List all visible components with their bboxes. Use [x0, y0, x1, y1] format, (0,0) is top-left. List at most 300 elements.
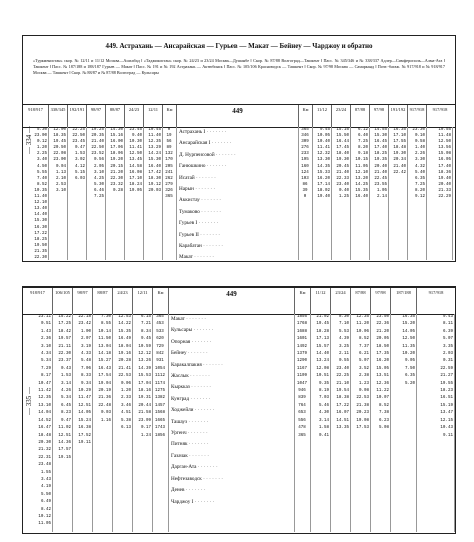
table-title: 449 [177, 105, 299, 127]
table-cell: 22.25 [72, 128, 85, 132]
time-column [23, 314, 53, 532]
table-cell: 653 [298, 411, 306, 416]
time-column [391, 314, 417, 532]
table-cell: 4.32 [414, 164, 425, 169]
table-cell: 8.19 [318, 389, 329, 394]
table-cell: 12.35 [356, 315, 369, 319]
table-cell: 11.05 [355, 164, 368, 169]
station-name: Чарджоу I · · · · · · · [171, 498, 215, 505]
col-header: 88/87 [106, 105, 125, 127]
table-cell: 19 [166, 134, 172, 139]
station-name: Ганюшкино · · · · · · · [179, 163, 227, 170]
table-cell: 12.51 [58, 433, 71, 438]
table-cell: 22.36 [376, 322, 389, 327]
table-cell: 15.08 [438, 152, 451, 157]
station-name: Исатай · · · · · · · [179, 174, 216, 181]
station-name: Тумаково · · · · · · · [179, 208, 222, 215]
table-cell: 12.50 [402, 337, 415, 342]
table-cell: 5.30 [93, 182, 104, 187]
table-cell: 16.35 [393, 128, 406, 132]
table-cell: 1.53 [74, 152, 85, 157]
table-cell: 22.30 [58, 352, 71, 357]
table-cell: 15.50 [336, 134, 349, 139]
table-cell: 14.40 [34, 213, 47, 218]
table-cell: 4.25 [93, 176, 104, 181]
table-cell: 15.35 [355, 188, 368, 193]
table-cell: 1167 [296, 366, 308, 371]
station-name: Ходжейли · · · · · · · [171, 407, 215, 414]
table-cell: 22.42 [393, 170, 406, 175]
table-cell: 16.40 [355, 195, 368, 200]
table-cell: 10.20 [402, 352, 415, 357]
table-cell: 10.59 [138, 344, 151, 349]
table-cell: 21.20 [110, 170, 123, 175]
station-name: Гурьев II · · · · · · · [179, 231, 221, 238]
table-cell: 20.45 [336, 164, 349, 169]
station-name: Аккистау · · · · · · · [179, 197, 221, 204]
table-cell: 21.02 [316, 315, 329, 319]
table-cell: 19.54 [336, 389, 349, 394]
table-cell: 11.40 [148, 134, 161, 139]
table-cell: 1568 [154, 411, 166, 416]
table-cell: 14.35 [317, 164, 330, 169]
table-cell: 23.37 [58, 359, 71, 364]
table-cell: 86 [302, 182, 308, 187]
time-column [87, 127, 106, 260]
table-cell: 19.57 [58, 337, 71, 342]
table-cell: 241 [165, 170, 173, 175]
table-cell: 16.20 [317, 176, 330, 181]
table-cell: 19.50 [34, 243, 47, 248]
table-cell: 1457 [154, 403, 166, 408]
table-cell: 13.24 [316, 359, 329, 364]
table-cell: 1.40 [414, 146, 425, 151]
table-cell: 11.22 [376, 389, 389, 394]
table-cell: 22.30 [110, 176, 123, 181]
table-cell: 5.08 [378, 426, 389, 431]
table-cell: 7.25 [357, 140, 368, 145]
table-cell: 15.05 [376, 366, 389, 371]
table-cell: 12.35 [148, 140, 161, 145]
table-cell: 195 [301, 158, 309, 163]
table-cell: 16.43 [98, 366, 111, 371]
table-cell: 23.55 [374, 182, 387, 187]
table-cell: 11.42 [38, 389, 51, 394]
table-cell: 124 [301, 170, 309, 175]
table-cell: 12.50 [129, 152, 142, 157]
table-cell: 23.45 [129, 128, 142, 132]
table-header [23, 287, 455, 315]
table-cell: 2.05 [93, 164, 104, 169]
table-cell: 17.35 [376, 352, 389, 357]
station-name: Опорная · · · · · · · [171, 338, 212, 345]
station-name: Кунград · · · · · · · [171, 395, 211, 402]
table-cell: 18.04 [118, 344, 131, 349]
table-cell: 10.12 [38, 514, 51, 519]
table-cell: 1.20 [36, 146, 47, 151]
table-cell: 4.12 [74, 164, 85, 169]
table-cell: 1665 [154, 418, 166, 423]
table-cell: 7.30 [100, 315, 111, 319]
col-header: 11/12 [313, 105, 332, 127]
table-cell: 10.06 [356, 329, 369, 334]
table-cell: 14.05 [402, 329, 415, 334]
table-cell: 18.24 [129, 182, 142, 187]
table-cell: 1047 [296, 381, 308, 386]
table-cell: 13.45 [129, 158, 142, 163]
table-cell: 12.08 [316, 366, 329, 371]
table-cell: 18.30 [148, 176, 161, 181]
table-cell: 13.35 [336, 426, 349, 431]
table-cell: 15.35 [118, 329, 131, 334]
table-cell: 0.31 [442, 359, 453, 364]
table-cell: 14.51 [336, 418, 349, 423]
table-cell: 21.10 [336, 381, 349, 386]
table-cell: 12.10 [34, 201, 47, 206]
table-cell: 20.03 [148, 188, 161, 193]
table-cell: 12.36 [376, 381, 389, 386]
table-cell: 9.12 [414, 195, 425, 200]
table-cell: 4.19 [40, 485, 51, 490]
table-cell: 17.42 [148, 170, 161, 175]
col-header: 97/98 [371, 288, 391, 314]
table-cell: 23.40 [336, 182, 349, 187]
table-cell: 12.50 [438, 140, 451, 145]
station-name: Ургенч · · · · · · · [171, 430, 208, 437]
col-header: Км [299, 105, 313, 127]
table-cell: 8.20 [414, 188, 425, 193]
table-cell: 6.45 [60, 403, 71, 408]
table-cell: 11.05 [38, 522, 51, 527]
table-cell: 17.10 [129, 176, 142, 181]
table-cell: 5.53 [338, 329, 349, 334]
table-cell: 3.10 [93, 170, 104, 175]
table-cell: 10.55 [438, 128, 451, 132]
table-cell: 6.35 [414, 176, 425, 181]
table-cell: 8.55 [100, 322, 111, 327]
station-name: Жаслык · · · · · · · [171, 373, 210, 380]
col-header: 918/917 [23, 105, 49, 127]
col-header: 98/97 [87, 105, 106, 127]
table-cell: 1290 [296, 359, 308, 364]
table-cell: 8.52 [36, 182, 47, 187]
table-cell: 1174 [154, 381, 166, 386]
table-cell: 8.34 [140, 329, 151, 334]
table-cell: 0.06 [120, 381, 131, 386]
col-header: 917/918 [408, 105, 427, 127]
table-cell: 14.55 [374, 128, 387, 132]
table-cell: 11.20 [356, 322, 369, 327]
table-cell: 132 [165, 152, 173, 157]
table-cell: 10.07 [376, 396, 389, 401]
table-cell: 1.43 [40, 329, 51, 334]
table-cell: 22.31 [38, 455, 51, 460]
table-cell: 0 [303, 195, 307, 200]
table-cell: 6.35 [404, 374, 415, 379]
station-name: Денев · · · · · · · [171, 487, 206, 494]
table-cell: 17.54 [98, 374, 111, 379]
table-cell: 453 [156, 322, 164, 327]
table-cell: 3.52 [358, 366, 369, 371]
col-header: 23/24 [332, 105, 351, 127]
table-cell: 3.10 [40, 344, 51, 349]
table-cell: 14.04 [38, 411, 51, 416]
table-cell: 0 [167, 128, 171, 132]
table-cell: 17.14 [317, 182, 330, 187]
table-cell: 8.42 [40, 507, 51, 512]
table-cell: 2.26 [414, 152, 425, 157]
table-cell: 160 [301, 164, 309, 169]
table-cell: 1743 [154, 426, 166, 431]
table-cell: 23.42 [78, 322, 91, 327]
table-cell: 1688 [296, 329, 308, 334]
table-cell: 365 [298, 433, 306, 438]
table-cell: 1856 [296, 315, 308, 319]
table-cell: 16.40 [148, 164, 161, 169]
table-cell: 5.46 [318, 403, 329, 408]
table-cell: 14.36 [58, 440, 71, 445]
table-cell: 17.06 [110, 146, 123, 151]
table-cell: 9.35 [318, 381, 329, 386]
station-name: Гурьев I · · · · · · · [179, 220, 219, 227]
table-cell: 1109 [296, 374, 308, 379]
table-cell: 10.47 [38, 381, 51, 386]
table-cell: 16.38 [78, 426, 91, 431]
time-column [23, 127, 49, 260]
table-cell: 2.07 [80, 337, 91, 342]
col-header: 192/191 [68, 105, 87, 127]
table-cell: 12.12 [138, 352, 151, 357]
table-cell: 19.35 [374, 158, 387, 163]
table-cell: 3.02 [74, 158, 85, 163]
time-column [332, 127, 351, 260]
table-cell: 17.13 [316, 337, 329, 342]
table-cell: 19.30 [336, 158, 349, 163]
station-name: Кульсары · · · · · · · [171, 327, 214, 334]
table-cell: 22.18 [78, 315, 91, 319]
table-cell: 18.48 [393, 146, 406, 151]
table-cell: 4.33 [80, 352, 91, 357]
table-cell: 279 [165, 182, 173, 187]
col-header: 187/188 [391, 288, 417, 314]
table-cell: 0.17 [140, 426, 151, 431]
table-cell: 19.12 [148, 182, 161, 187]
table-cell: 20.15 [110, 164, 123, 169]
table-cell: 19.15 [58, 455, 71, 460]
table-cell: 10.35 [34, 188, 47, 193]
timetable-page-335 [22, 286, 456, 534]
table-cell: 0.03 [100, 411, 111, 416]
table-cell: 11.47 [78, 396, 91, 401]
col-header: 338/345 [49, 105, 68, 127]
table-title: 449 [169, 288, 295, 314]
table-cell: 22.53 [356, 396, 369, 401]
col-header: 88/87 [93, 288, 113, 314]
table-cell: 6.13 [120, 426, 131, 431]
table-cell: 17.40 [438, 164, 451, 169]
table-cell: 0.56 [93, 158, 104, 163]
table-cell: 3.30 [414, 158, 425, 163]
station-name: Карабатан · · · · · · · [179, 243, 223, 250]
table-cell: 15.30 [148, 158, 161, 163]
col-header: 24/23 [125, 105, 144, 127]
table-cell: 4.26 [60, 389, 71, 394]
table-cell: 18.28 [316, 329, 329, 334]
table-cell: 23.09 [138, 418, 151, 423]
table-cell: 19.45 [53, 140, 66, 145]
station-name: Питняк · · · · · · · [171, 441, 209, 448]
table-cell: 15.19 [440, 403, 453, 408]
table-cell: 0.28 [112, 188, 123, 193]
table-cell: 5.34 [40, 359, 51, 364]
col-header: 87/88 [351, 105, 370, 127]
table-cell: 0.47 [74, 146, 85, 151]
table-cell: 21.27 [440, 374, 453, 379]
table-cell: 5.34 [60, 396, 71, 401]
table-cell: 14.39 [138, 366, 151, 371]
table-cell: 9.43 [442, 315, 453, 319]
table-cell: 23.52 [91, 152, 104, 157]
table-cell: 13.04 [98, 344, 111, 349]
table-cell: 11.50 [98, 337, 111, 342]
table-cell: 10.40 [317, 140, 330, 145]
table-cell: 0.41 [318, 433, 329, 438]
table-cell: 13.51 [376, 374, 389, 379]
table-cell: 2.33 [120, 396, 131, 401]
table-cell: 3.14 [60, 381, 71, 386]
table-cell: 17.22 [336, 403, 349, 408]
table-cell: 2.36 [40, 337, 51, 342]
table-cell: 4.50 [36, 164, 47, 169]
table-cell: 3.14 [318, 418, 329, 423]
km-column [153, 314, 169, 532]
table-cell: 21.58 [138, 411, 151, 416]
table-cell: 10.30 [129, 140, 142, 145]
station-name: Каракалпакия · · · · · · · [171, 361, 223, 368]
table-cell: 15.33 [317, 170, 330, 175]
table-cell: 0.58 [414, 140, 425, 145]
table-cell: 22.33 [336, 176, 349, 181]
col-header: 11/12 [311, 288, 331, 314]
time-column [417, 314, 455, 532]
table-cell: 3.40 [36, 158, 47, 163]
table-cell: 12.35 [38, 396, 51, 401]
table-cell: 3.25 [338, 344, 349, 349]
table-cell: 15.30 [34, 219, 47, 224]
table-cell: 4.39 [338, 337, 349, 342]
table-cell: 9.40 [131, 134, 142, 139]
table-cell: 15.24 [78, 418, 91, 423]
table-cell: 21.40 [393, 164, 406, 169]
station-column [169, 314, 295, 532]
col-header: Км [153, 288, 169, 314]
table-cell: 10.14 [98, 329, 111, 334]
table-cell: 19.40 [438, 176, 451, 181]
table-cell: 309 [301, 140, 309, 145]
table-cell: 0.12 [36, 140, 47, 145]
table-cell: 16.07 [336, 411, 349, 416]
table-cell: 262 [165, 176, 173, 181]
table-cell: 11.02 [58, 426, 71, 431]
table-cell: 7.50 [404, 366, 415, 371]
table-cell: 10.43 [440, 426, 453, 431]
table-cell: 16.08 [129, 170, 142, 175]
table-cell: 1112 [154, 374, 166, 379]
table-cell: 20.28 [118, 359, 131, 364]
table-cell: 19.55 [440, 381, 453, 386]
table-cell: 15.20 [402, 322, 415, 327]
table-cell: 7.06 [80, 366, 91, 371]
col-header: Км [163, 105, 177, 127]
table-cell: 17.57 [58, 448, 71, 453]
table-cell: 11.41 [129, 146, 142, 151]
table-cell: 18.36 [438, 170, 451, 175]
table-cell: 16.47 [38, 426, 51, 431]
table-cell: 5.15 [74, 170, 85, 175]
table-cell: 2.38 [358, 374, 369, 379]
table-cell: 13.30 [317, 158, 330, 163]
table-cell: 16.35 [402, 315, 415, 319]
station-name: Ансарайская I · · · · · · · [179, 140, 232, 147]
table-cell: 21.35 [34, 249, 47, 254]
table-cell: 22.50 [72, 134, 85, 139]
table-header [23, 104, 455, 128]
table-cell: 23.45 [72, 140, 85, 145]
table-cell: 365 [156, 315, 164, 319]
table-cell: 17.04 [138, 381, 151, 386]
table-cell: 6.46 [93, 188, 104, 193]
table-cell: 18.23 [440, 389, 453, 394]
table-cell: 365 [165, 195, 173, 200]
table-cell: 1.20 [120, 389, 131, 394]
km-column [295, 314, 311, 532]
table-cell: 18.40 [336, 152, 349, 157]
time-column [49, 127, 68, 260]
station-name: Бейнеу · · · · · · · [171, 350, 208, 357]
col-header: 97/98 [370, 105, 389, 127]
table-cell: 15.27 [98, 359, 111, 364]
table-cell: 5.07 [442, 337, 453, 342]
table-cell: 18.02 [317, 188, 330, 193]
table-cell: 13.20 [355, 176, 368, 181]
table-cell: 5.20 [404, 381, 415, 386]
table-cell: 365 [301, 128, 309, 132]
table-cell: 23.50 [376, 315, 389, 319]
table-cell: 19.20 [110, 158, 123, 163]
table-cell: 19.08 [356, 418, 369, 423]
table-cell: 18.50 [376, 344, 389, 349]
table-cell: 8.20 [357, 146, 368, 151]
table-cell: 276 [301, 146, 309, 151]
table-cell: 3.46 [120, 403, 131, 408]
timetable-grid [23, 314, 455, 532]
table-cell: 3.35 [442, 344, 453, 349]
table-cell: 14.18 [98, 352, 111, 357]
table-cell: 4.34 [40, 352, 51, 357]
table-cell: 7.03 [318, 396, 329, 401]
table-cell: 2.53 [55, 182, 66, 187]
table-cell: 89 [166, 146, 172, 151]
col-header: 918/917 [23, 288, 53, 314]
table-cell: 20.19 [98, 389, 111, 394]
table-cell: 7.38 [378, 411, 389, 416]
table-cell: 1601 [296, 337, 308, 342]
table-cell: 10.51 [316, 374, 329, 379]
table-cell: 9.34 [80, 381, 91, 386]
table-cell: 5.30 [36, 128, 47, 132]
time-column [68, 127, 87, 260]
table-cell: 9.11 [442, 433, 453, 438]
